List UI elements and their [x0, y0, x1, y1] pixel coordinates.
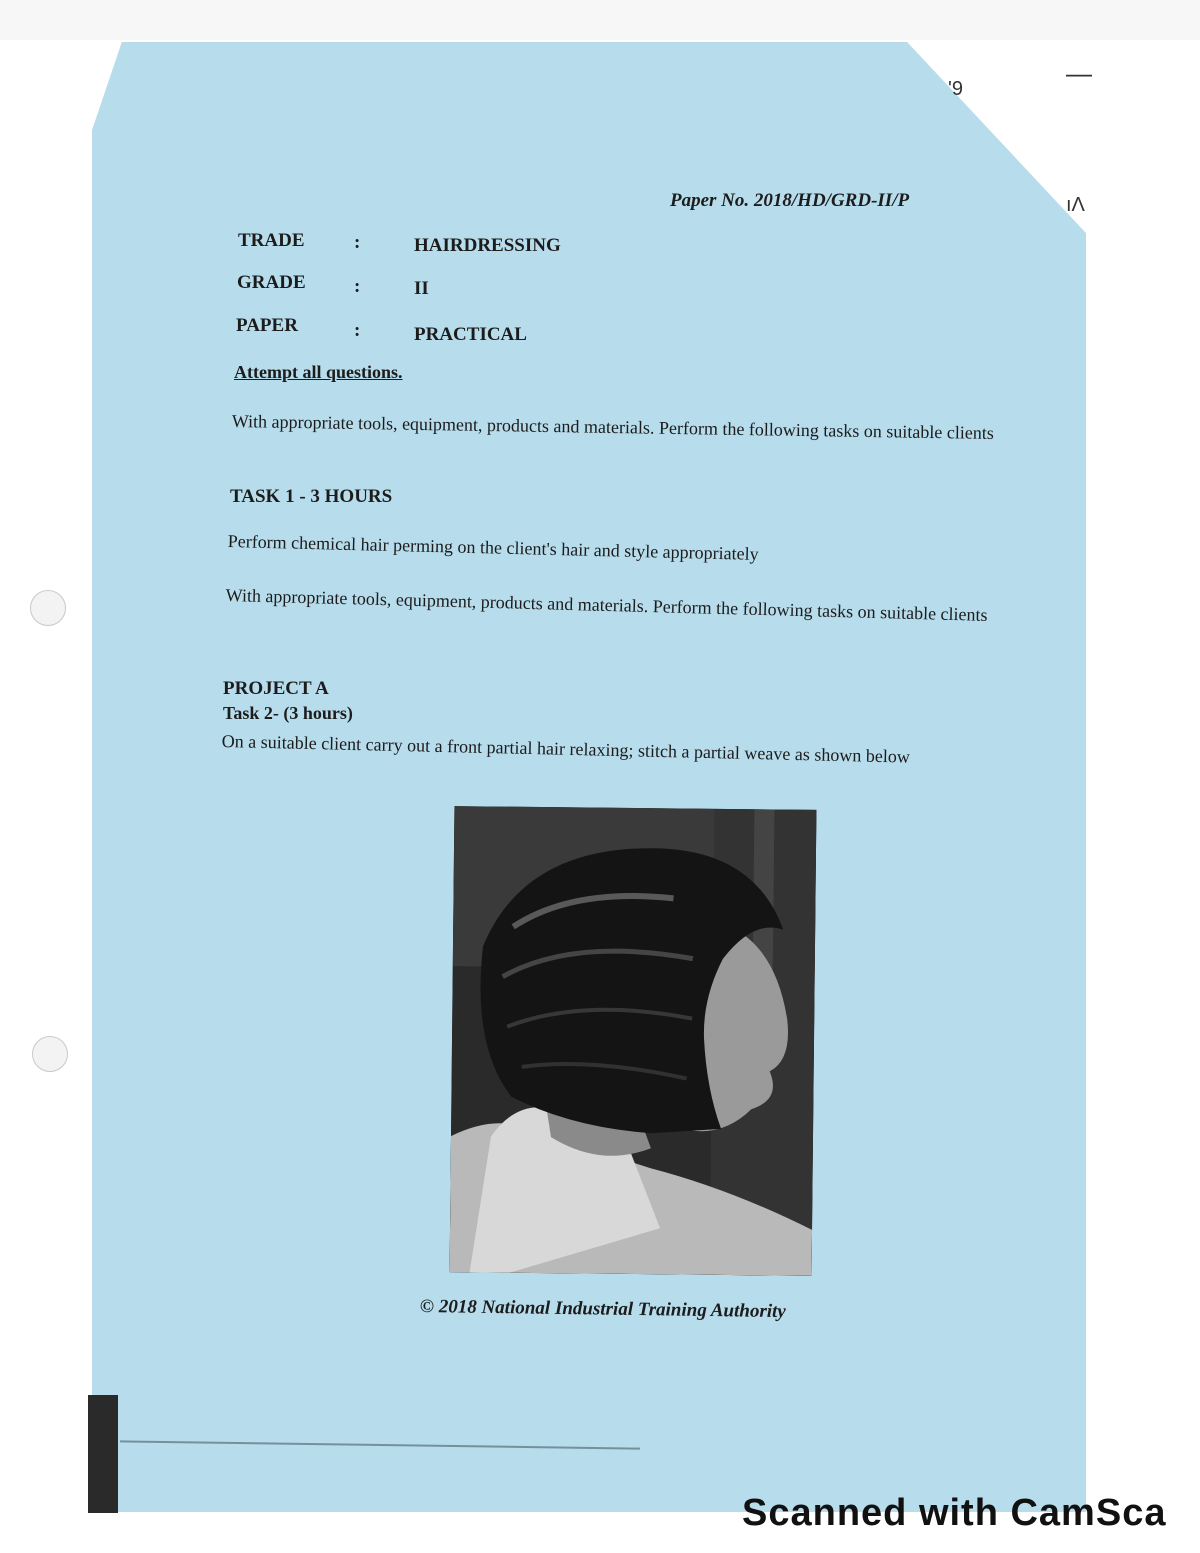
task2-heading: Task 2- (3 hours) — [223, 703, 353, 723]
margin-mark-1: '9 — [948, 78, 963, 100]
task1-heading: TASK 1 - 3 HOURS — [230, 486, 393, 507]
copyright-notice: © 2018 National Industrial Training Authority — [419, 1296, 786, 1323]
task2-text: On a suitable client carry out a front partial hair relaxing; stitch a partial weave as shown below — [221, 730, 911, 767]
scan-top-edge — [0, 0, 1200, 40]
punch-hole-bottom — [32, 1036, 68, 1072]
hairstyle-illustration — [450, 806, 817, 1276]
paper-colon: : — [354, 320, 361, 341]
hairstyle-photo — [450, 806, 817, 1276]
trade-label: TRADE — [238, 230, 305, 251]
paper-number: Paper No. 2018/HD/GRD-II/P — [670, 190, 910, 211]
paper-label: PAPER — [236, 315, 298, 336]
grade-label: GRADE — [237, 272, 306, 293]
instruction: Attempt all questions. — [234, 362, 403, 382]
paper-value: PRACTICAL — [414, 324, 527, 345]
paper-corner-shadow — [88, 1395, 118, 1513]
scanner-watermark: Scanned with CamSca — [742, 1492, 1167, 1534]
margin-mark-3: ıΛ — [1066, 194, 1085, 216]
trade-colon: : — [354, 232, 361, 253]
punch-hole-top — [30, 590, 66, 626]
trade-value: HAIRDRESSING — [414, 235, 561, 256]
exam-paper-sheet — [92, 42, 1086, 1512]
intro-paragraph-1: With appropriate tools, equipment, products and materials. Perform the following tasks on suitable clients — [231, 410, 994, 443]
margin-mark-2: — — [1066, 58, 1092, 88]
grade-colon: : — [354, 276, 361, 297]
task1-text: Perform chemical hair perming on the client's hair and style appropriately — [227, 530, 759, 564]
project-heading: PROJECT A — [223, 678, 329, 699]
grade-value: II — [414, 278, 429, 299]
intro-paragraph-2: With appropriate tools, equipment, products and materials. Perform the following tasks on suitable clients — [225, 584, 988, 625]
